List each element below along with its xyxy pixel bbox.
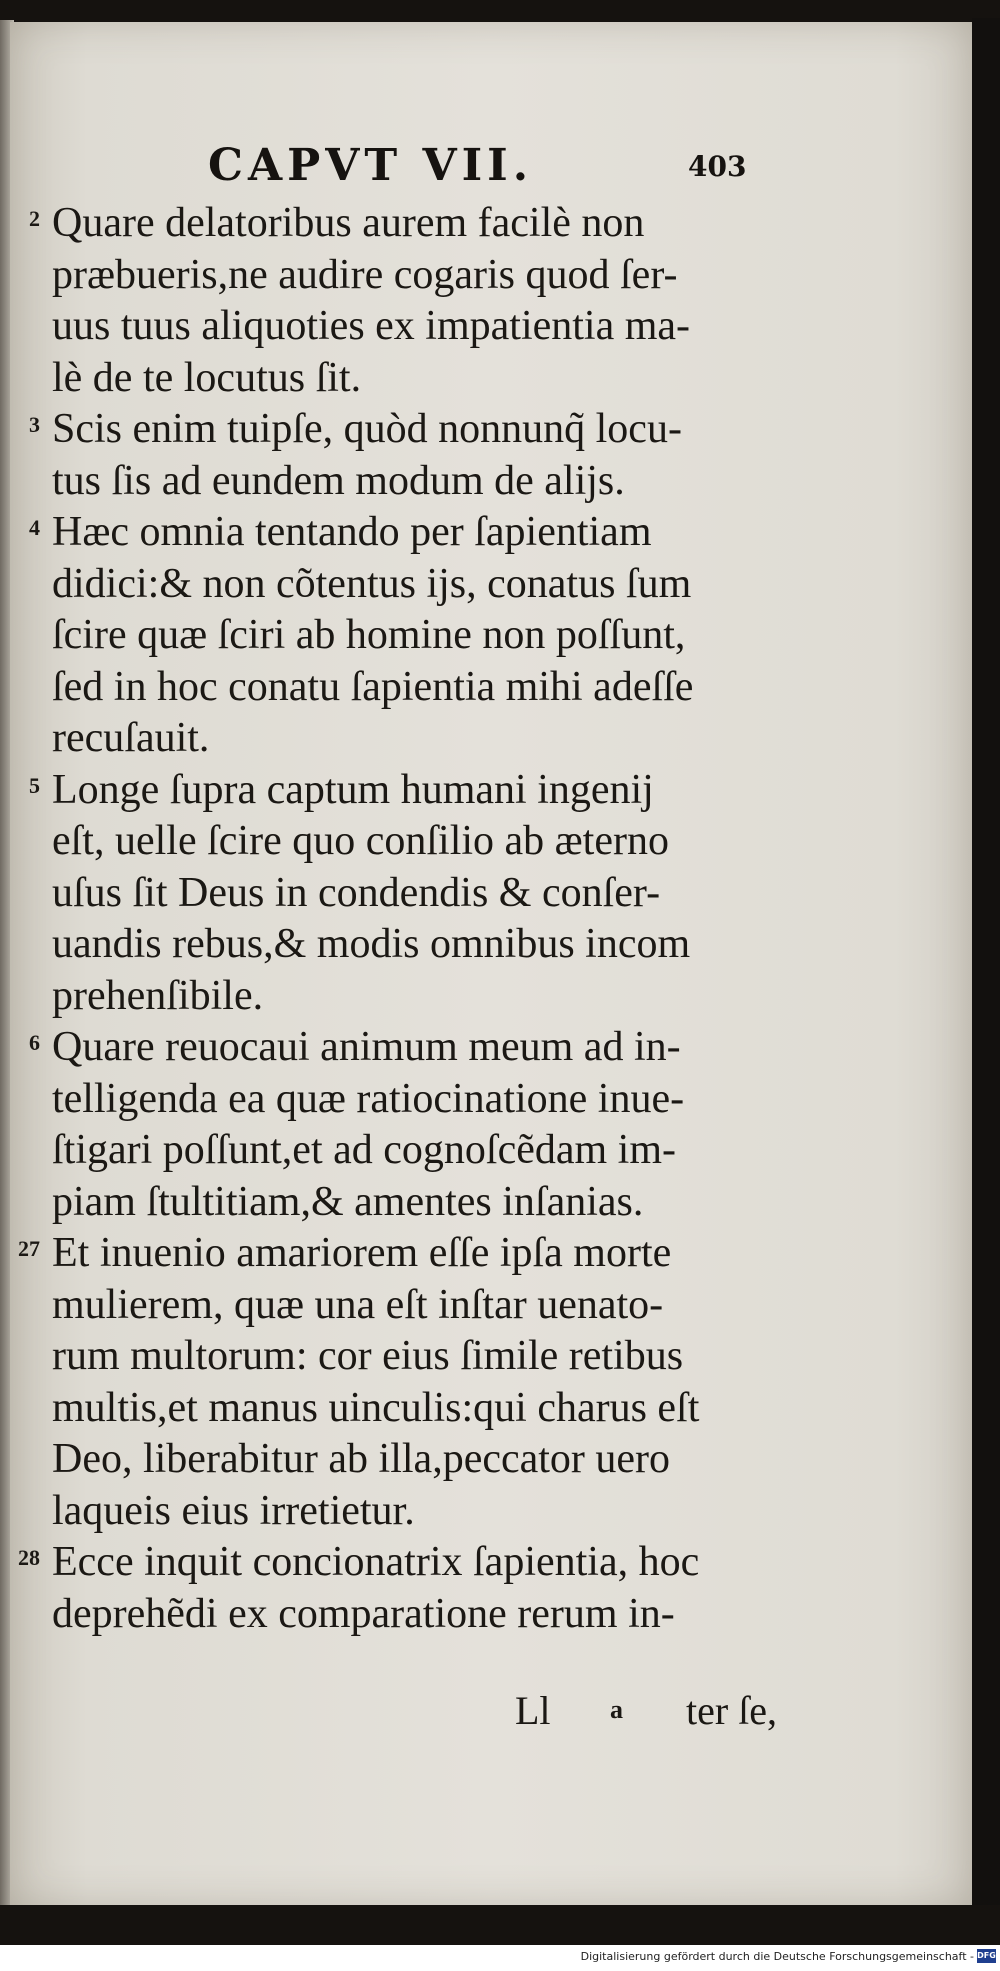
line-text: prehenſibile. bbox=[52, 972, 264, 1019]
line-text: ſtigari poſſunt,et ad cognoſcẽdam im- bbox=[52, 1127, 676, 1173]
page-header bbox=[10, 140, 972, 200]
line-text: rum multorum: cor eius ſimile retibus bbox=[52, 1333, 684, 1379]
text-line bbox=[10, 1280, 972, 1332]
text-line bbox=[10, 301, 972, 353]
line-text: præbueris,ne audire cogaris quod ſer- bbox=[52, 251, 678, 298]
text-line bbox=[10, 1383, 972, 1435]
verse-number: 2 bbox=[29, 206, 40, 231]
text-line bbox=[10, 868, 972, 920]
text-line bbox=[10, 1228, 972, 1280]
text-line bbox=[10, 765, 972, 817]
verse-number: 6 bbox=[29, 1030, 40, 1055]
text-line bbox=[10, 1125, 972, 1177]
text-line bbox=[10, 1589, 972, 1641]
text-line bbox=[10, 1177, 972, 1229]
text-line bbox=[10, 919, 972, 971]
text-line bbox=[10, 816, 972, 868]
signature-letter: a bbox=[610, 1695, 623, 1724]
line-text: recuſauit. bbox=[52, 715, 210, 761]
line-text: uandis rebus,& modis omnibus incom bbox=[52, 921, 691, 967]
dfg-logo-icon: DFG bbox=[977, 1949, 996, 1963]
line-text: ſed in hoc conatu ſapientia mihi adeſſe bbox=[52, 663, 694, 710]
line-text: uſus ſit Deus in condendis & conſer- bbox=[52, 869, 661, 916]
catchword: ter ſe, bbox=[686, 1688, 778, 1733]
catchline bbox=[10, 1687, 972, 1737]
line-text: Quare delatoribus aurem facilè non bbox=[52, 200, 645, 246]
line-text: mulierem, quæ una eſt inſtar uenato- bbox=[52, 1281, 664, 1328]
text-line bbox=[10, 198, 972, 250]
line-text: uus tuus aliquoties ex impatientia ma- bbox=[52, 303, 691, 349]
line-text: Ecce inquit concionatrix ſapientia, hoc bbox=[52, 1539, 700, 1585]
verse-number: 4 bbox=[29, 515, 40, 540]
text-line bbox=[10, 610, 972, 662]
right-edge bbox=[972, 18, 1000, 1913]
text-line bbox=[10, 713, 972, 765]
line-text: telligenda ea quæ ratiocinatione inue- bbox=[52, 1075, 685, 1122]
line-text: eſt, uelle ſcire quo conſilio ab æterno bbox=[52, 818, 669, 864]
line-text: ſcire quæ ſciri ab homine non poſſunt, bbox=[52, 612, 686, 658]
line-text: lè de te locutus ſit. bbox=[52, 354, 362, 401]
line-text: tus ſis ad eundem modum de alijs. bbox=[52, 457, 625, 504]
text-line bbox=[10, 1486, 972, 1538]
text-line bbox=[10, 1074, 972, 1126]
line-text: Scis enim tuipſe, quòd nonnunq̃ locu- bbox=[52, 406, 682, 452]
line-text: didici:& non cõtentus ijs, conatus ſum bbox=[52, 560, 692, 607]
verse-number: 28 bbox=[18, 1545, 40, 1570]
text-line bbox=[10, 1022, 972, 1074]
text-line bbox=[10, 250, 972, 302]
text-line bbox=[10, 404, 972, 456]
text-line bbox=[10, 662, 972, 714]
text-line bbox=[10, 1331, 972, 1383]
running-title: CAPVT VII. bbox=[208, 140, 534, 191]
text-line bbox=[10, 456, 972, 508]
text-line bbox=[10, 507, 972, 559]
bottom-edge bbox=[0, 1905, 1000, 1945]
funding-credit: Digitalisierung gefördert durch die Deutsche Forschungsgemeinschaft - bbox=[580, 1950, 974, 1963]
signature-mark: Ll bbox=[515, 1688, 551, 1733]
line-text: multis,et manus uinculis:qui charus eſt bbox=[52, 1384, 700, 1431]
text-body bbox=[10, 198, 972, 1640]
line-text: Deo, liberabitur ab illa,peccator uero bbox=[52, 1436, 671, 1482]
text-line bbox=[10, 353, 972, 405]
line-text: Longe ſupra captum humani ingenij bbox=[52, 766, 654, 813]
line-text: Hæc omnia tentando per ſapientiam bbox=[52, 509, 652, 555]
line-text: piam ſtultitiam,& amentes inſanias. bbox=[52, 1178, 644, 1225]
book-page bbox=[10, 22, 972, 1907]
page-number: 403 bbox=[688, 150, 747, 183]
text-line bbox=[10, 971, 972, 1023]
line-text: deprehẽdi ex comparatione rerum in- bbox=[52, 1590, 675, 1637]
text-line bbox=[10, 1434, 972, 1486]
verse-number: 5 bbox=[29, 772, 40, 798]
text-line bbox=[10, 559, 972, 611]
verse-number: 27 bbox=[18, 1236, 40, 1261]
digitization-footer bbox=[0, 1945, 1000, 1971]
line-text: Et inuenio amariorem eſſe ipſa morte bbox=[52, 1230, 672, 1276]
text-line bbox=[10, 1537, 972, 1589]
line-text: laqueis eius irretietur. bbox=[52, 1487, 415, 1534]
verse-number: 3 bbox=[29, 412, 40, 437]
line-text: Quare reuocaui animum meum ad in- bbox=[52, 1024, 681, 1070]
